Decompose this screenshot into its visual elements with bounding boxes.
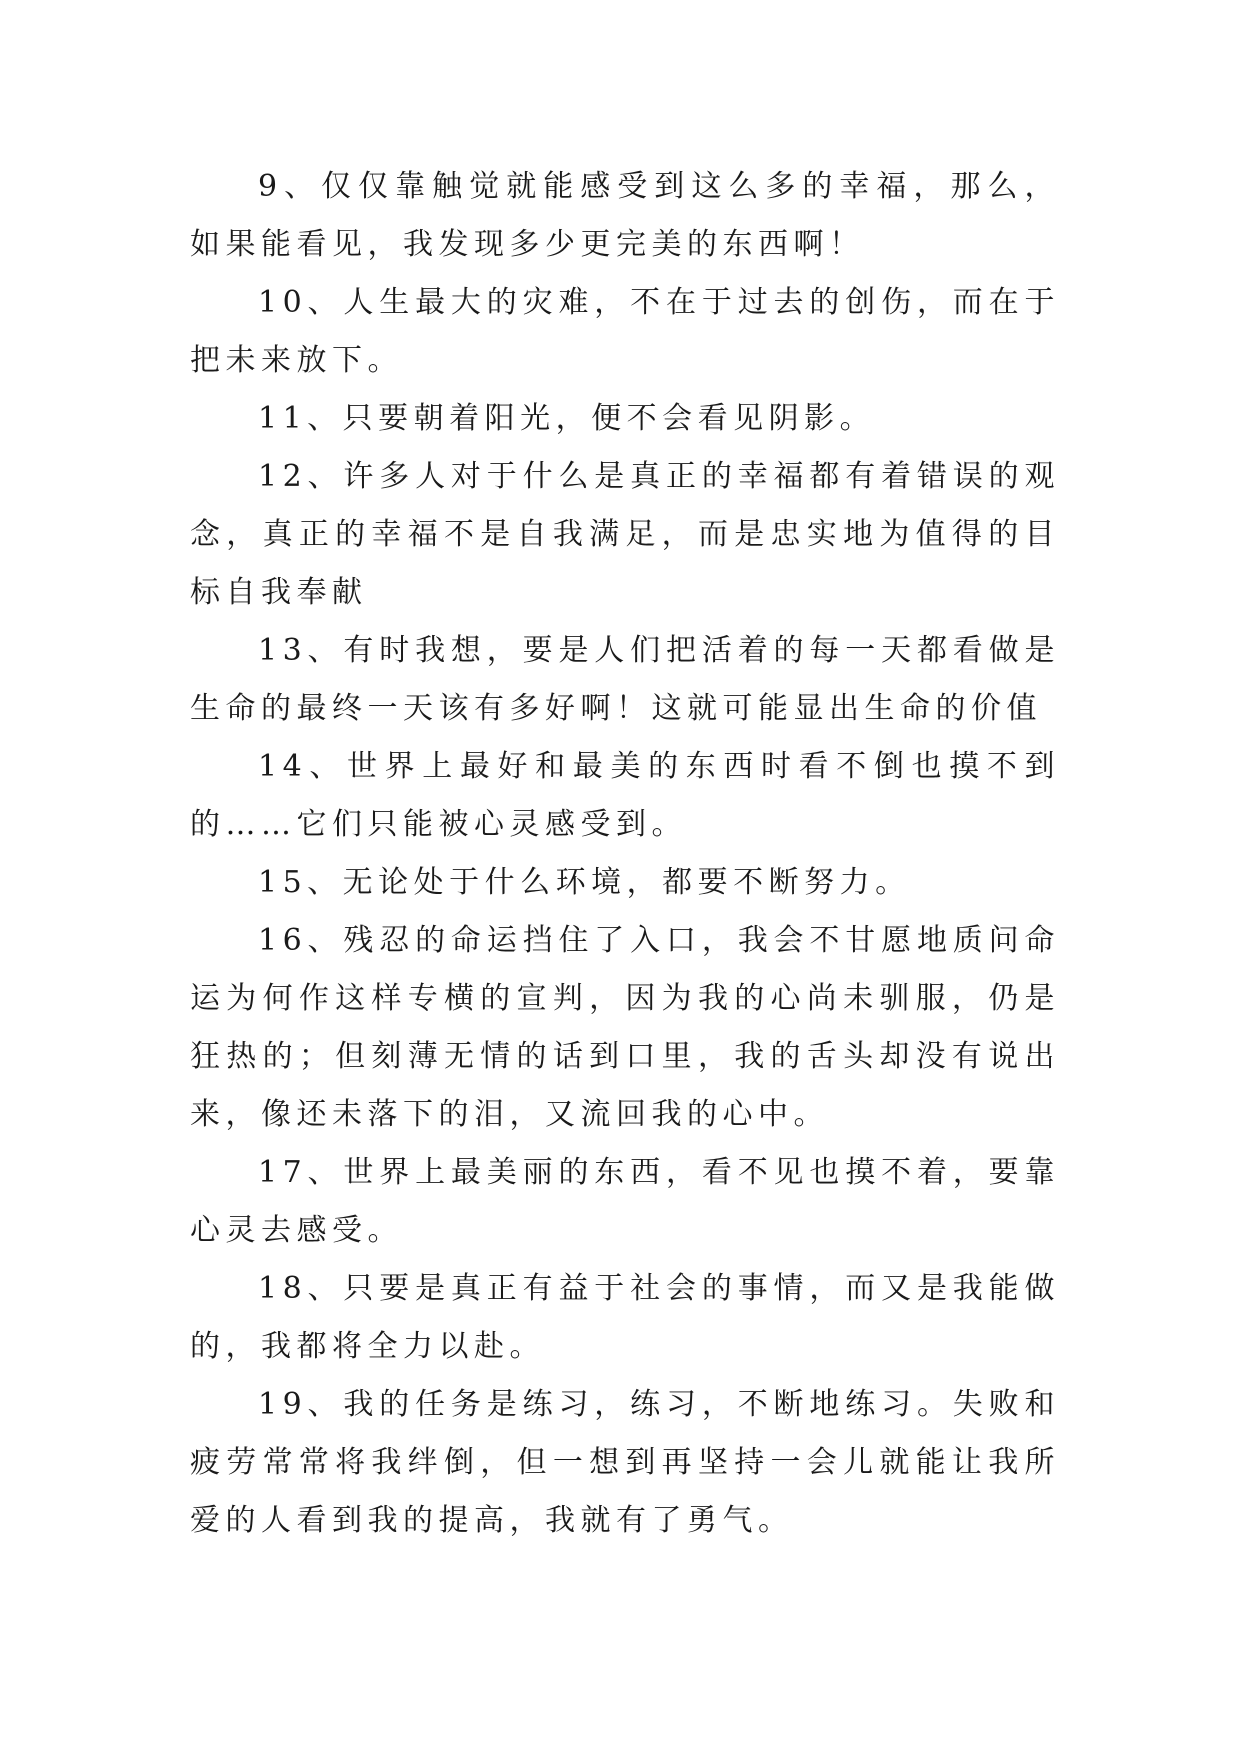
quote-paragraph-15: 15、无论处于什么环境，都要不断努力。	[258, 865, 911, 900]
quote-paragraph-9: 9、仅仅靠触觉就能感受到这么多的幸福，那么，如果能看见，我发现多少更完美的东西啊！	[190, 169, 1060, 262]
quote-paragraph-17: 17、世界上最美丽的东西，看不见也摸不着，要靠心灵去感受。	[190, 1155, 1060, 1248]
quote-paragraph-12: 12、许多人对于什么是真正的幸福都有着错误的观念，真正的幸福不是自我满足，而是忠实地为值得的目标自我奉献	[190, 459, 1060, 610]
quote-paragraph-16: 16、残忍的命运挡住了入口，我会不甘愿地质问命运为何作这样专横的宣判，因为我的心尚未驯服，仍是狂热的；但刻薄无情的话到口里，我的舌头却没有说出来，像还未落下的泪，又流回我的心中。	[190, 923, 1060, 1132]
quote-paragraph-13: 13、有时我想，要是人们把活着的每一天都看做是生命的最终一天该有多好啊！这就可能显出生命的价值	[190, 633, 1060, 726]
quote-paragraph-14: 14、世界上最好和最美的东西时看不倒也摸不到的……它们只能被心灵感受到。	[190, 749, 1060, 842]
quote-paragraph-18: 18、只要是真正有益于社会的事情，而又是我能做的，我都将全力以赴。	[190, 1271, 1060, 1364]
document-body	[190, 158, 1060, 1550]
quote-paragraph-10: 10、人生最大的灾难，不在于过去的创伤，而在于把未来放下。	[190, 285, 1060, 378]
quote-paragraph-11: 11、只要朝着阳光，便不会看见阴影。	[258, 401, 876, 436]
quote-paragraph-19: 19、我的任务是练习，练习，不断地练习。失败和疲劳常常将我绊倒，但一想到再坚持一会儿就能让我所爱的人看到我的提高，我就有了勇气。	[190, 1387, 1060, 1538]
